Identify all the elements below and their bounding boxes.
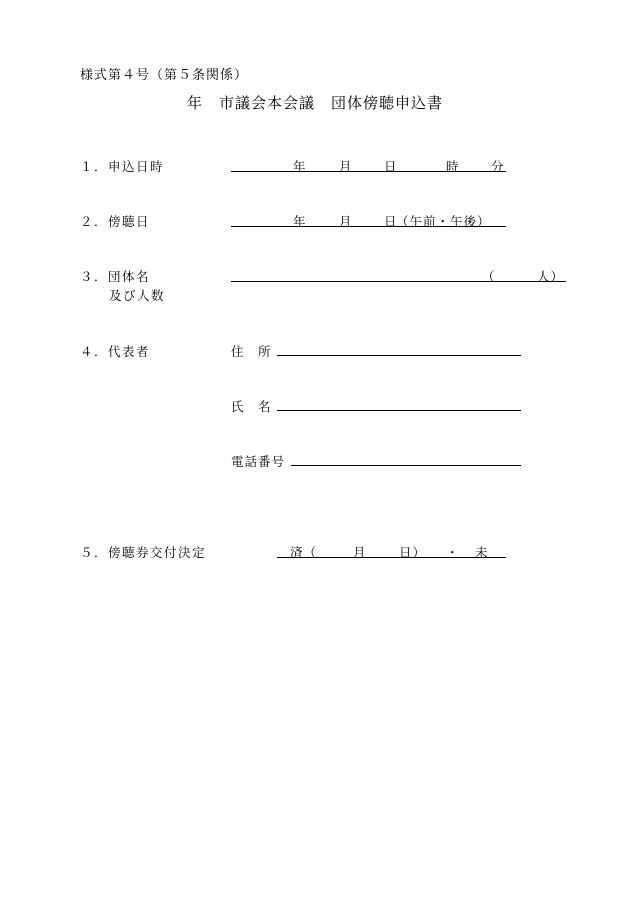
item2-month: 月 (339, 214, 353, 229)
item1-underline (231, 171, 506, 172)
address-field[interactable] (277, 355, 521, 356)
item5-not-yet: 未 (475, 545, 489, 560)
form-title: 年 市議会本会議 団体傍聴申込書 (186, 94, 443, 112)
item3-underline (231, 281, 566, 282)
address-label: 住 所 (231, 344, 272, 359)
item1-label: １．申込日時 (80, 159, 165, 174)
item5-separator: ・ (446, 545, 460, 560)
name-field[interactable] (277, 410, 521, 411)
name-label: 氏 名 (231, 399, 272, 414)
item5-label: ５．傍聴券交付決定 (80, 545, 207, 560)
item3-persons: 人） (537, 269, 565, 284)
item3-label-line1: ３．団体名 (80, 269, 151, 284)
item2-year: 年 (293, 214, 307, 229)
item5-day: 日） (399, 545, 427, 560)
item1-hour: 時 (446, 159, 460, 174)
item3-open-paren: （ (482, 269, 496, 284)
item1-minute: 分 (491, 159, 505, 174)
phone-field[interactable] (291, 465, 521, 466)
item4-label: ４．代表者 (80, 344, 151, 359)
item1-day: 日 (384, 159, 398, 174)
phone-label: 電話番号 (231, 454, 286, 469)
item5-done: 済（ (290, 545, 318, 560)
item2-day: 日 (384, 214, 398, 229)
item3-label-line2: 及び人数 (109, 288, 166, 303)
form-number: 様式第４号（第５条関係） (80, 68, 249, 83)
item1-month: 月 (339, 159, 353, 174)
item5-month: 月 (353, 545, 367, 560)
item1-year: 年 (293, 159, 307, 174)
item2-am-pm: （午前・午後） (396, 214, 491, 229)
item2-label: ２．傍聴日 (80, 214, 151, 229)
